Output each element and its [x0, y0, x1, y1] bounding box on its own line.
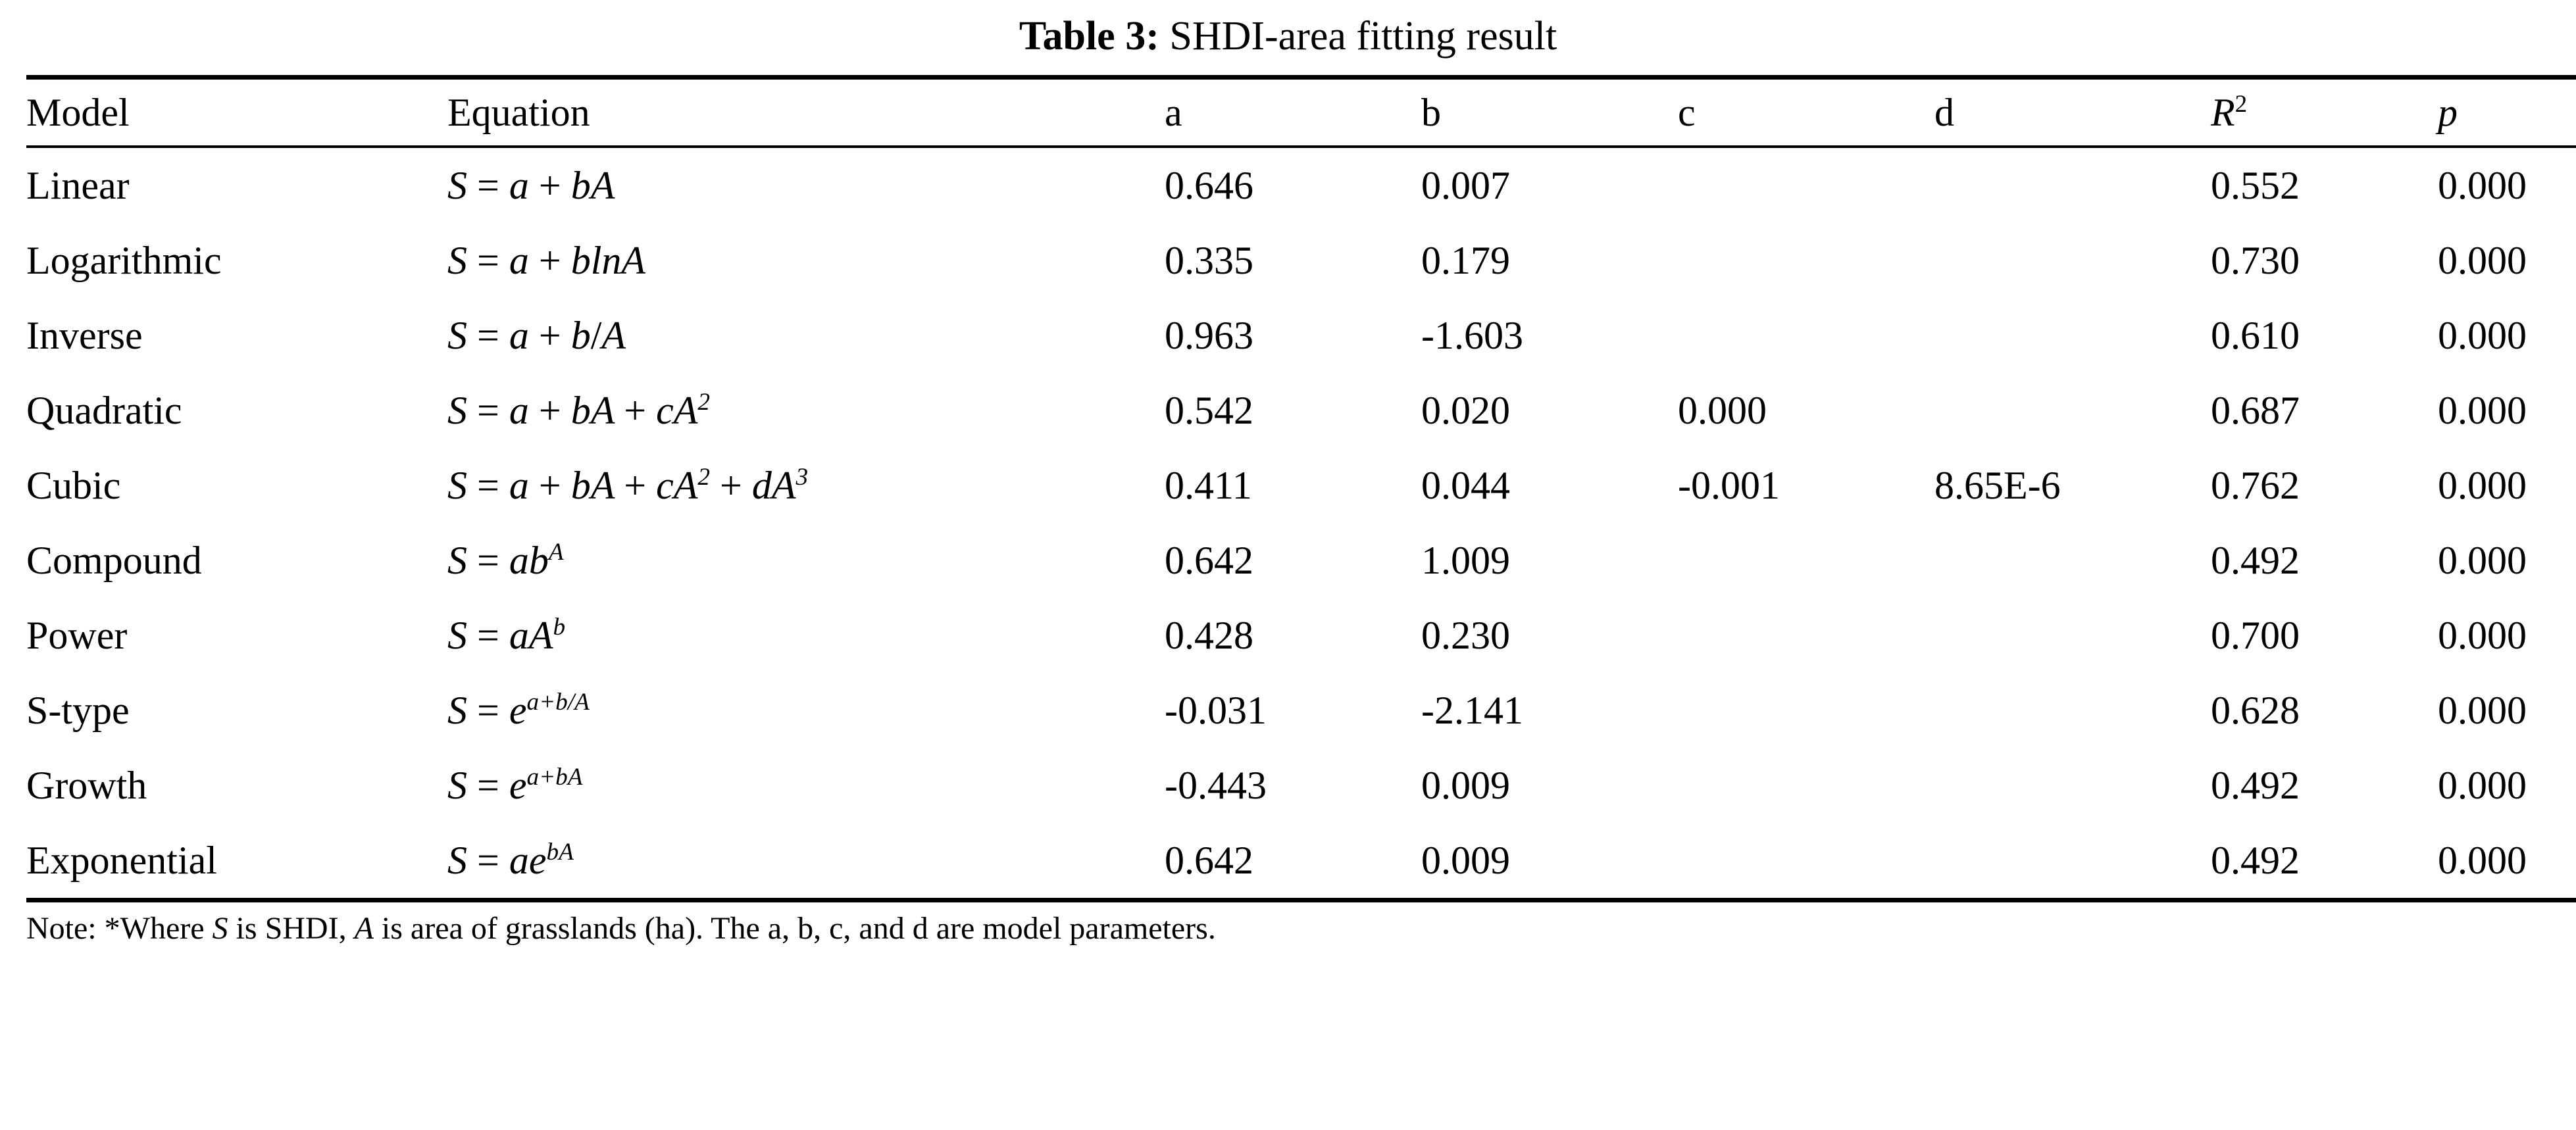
cell-d	[1934, 673, 2211, 748]
cell-model: Inverse	[26, 314, 143, 358]
cell-model: Quadratic	[26, 389, 182, 433]
cell-d	[1934, 373, 2211, 448]
cell-model: Exponential	[26, 823, 447, 900]
cell-equation: S = a + blnA	[447, 239, 646, 283]
caption-label: Table 3:	[1019, 14, 1159, 59]
cell-p: 0.000	[2438, 464, 2527, 508]
cell-model: Power	[26, 614, 128, 658]
cell-r2: 0.492	[2211, 823, 2438, 900]
cell-r2: 0.628	[2211, 689, 2300, 733]
table-caption	[26, 12, 2550, 61]
cell-d	[1934, 598, 2211, 673]
cell-c	[1678, 598, 1934, 673]
cell-d	[1934, 748, 2211, 823]
table-row	[26, 373, 2576, 448]
cell-c	[1678, 523, 1934, 598]
cell-d	[1934, 823, 2211, 900]
cell-equation: S = a + bA	[447, 147, 1165, 223]
note-symbol-s: S	[212, 911, 228, 946]
cell-equation: $S = ae^{bA}$	[447, 823, 1165, 900]
cell-b: -1.603	[1421, 314, 1523, 358]
cell-a: 0.963	[1165, 314, 1253, 358]
header-r-squared: $R^2$	[2211, 78, 2438, 147]
header-c: c	[1678, 78, 1934, 147]
cell-c	[1678, 748, 1934, 823]
cell-r2: 0.610	[2211, 314, 2300, 358]
cell-a: 0.542	[1165, 389, 1253, 433]
cell-p: 0.000	[2438, 764, 2527, 808]
table-row	[26, 298, 2576, 373]
table-row	[26, 147, 2576, 223]
table-header-row	[26, 78, 2576, 147]
cell-r2: 0.492	[2211, 539, 2300, 583]
note-prefix: Note: *Where	[26, 911, 213, 946]
cell-a: 0.642	[1165, 539, 1253, 583]
cell-c	[1678, 673, 1934, 748]
cell-d	[1934, 147, 2211, 223]
cell-model: Linear	[26, 147, 447, 223]
cell-r2: 0.552	[2211, 147, 2438, 223]
table-row	[26, 523, 2576, 598]
cell-d: 8.65E-6	[1934, 464, 2061, 508]
cell-a: 0.428	[1165, 614, 1253, 658]
note-mid-1: is SHDI,	[228, 911, 355, 946]
note-symbol-a: A	[354, 911, 374, 946]
cell-model: Cubic	[26, 464, 121, 508]
cell-p: 0.000	[2438, 314, 2527, 358]
cell-equation: $S = aA^b$	[447, 614, 566, 658]
cell-a: 0.642	[1165, 823, 1421, 900]
cell-equation: $S = e^{a+bA}$	[447, 764, 583, 808]
cell-a: 0.411	[1165, 464, 1252, 508]
table-note	[26, 902, 2550, 948]
cell-a: -0.031	[1165, 689, 1267, 733]
cell-b: 0.044	[1421, 464, 1510, 508]
fitting-result-table	[26, 75, 2576, 902]
cell-p: 0.000	[2438, 823, 2576, 900]
cell-r2: 0.700	[2211, 614, 2300, 658]
cell-b: 0.009	[1421, 764, 1510, 808]
cell-p: 0.000	[2438, 239, 2527, 283]
header-a: a	[1165, 78, 1421, 147]
cell-b: 0.020	[1421, 389, 1510, 433]
header-p: p	[2438, 78, 2576, 147]
cell-model: Compound	[26, 539, 202, 583]
cell-d	[1934, 223, 2211, 298]
cell-equation: S = a + b/A	[447, 314, 626, 358]
table-row	[26, 673, 2576, 748]
cell-a: -0.443	[1165, 764, 1267, 808]
cell-p: 0.000	[2438, 689, 2527, 733]
header-d: d	[1934, 78, 2211, 147]
cell-equation: S = a + bA + $cA^2$	[447, 389, 710, 433]
table-row	[26, 448, 2576, 523]
cell-d	[1934, 523, 2211, 598]
header-b: b	[1421, 78, 1678, 147]
cell-model: Logarithmic	[26, 239, 222, 283]
table-row	[26, 598, 2576, 673]
cell-r2: 0.687	[2211, 389, 2300, 433]
note-mid-2: is area of grasslands (ha). The a, b, c, and d are model parameters.	[373, 911, 1216, 946]
cell-p: 0.000	[2438, 614, 2527, 658]
cell-c: -0.001	[1678, 464, 1780, 508]
cell-c: 0.000	[1678, 389, 1767, 433]
cell-r2: 0.492	[2211, 764, 2300, 808]
cell-c	[1678, 823, 1934, 900]
cell-b: 0.007	[1421, 147, 1678, 223]
table-row	[26, 823, 2576, 900]
cell-p: 0.000	[2438, 539, 2527, 583]
cell-a: 0.335	[1165, 239, 1253, 283]
cell-r2: 0.762	[2211, 464, 2300, 508]
header-model: Model	[26, 78, 447, 147]
cell-equation: $S = ab^A$	[447, 539, 564, 583]
cell-c	[1678, 147, 1934, 223]
cell-equation: $S = e^{a+b/A}$	[447, 689, 590, 733]
cell-p: 0.000	[2438, 147, 2576, 223]
cell-b: 0.230	[1421, 614, 1510, 658]
cell-b: 0.179	[1421, 239, 1510, 283]
cell-c	[1678, 298, 1934, 373]
caption-text: SHDI-area fitting result	[1169, 14, 1557, 59]
cell-b: -2.141	[1421, 689, 1523, 733]
cell-p: 0.000	[2438, 389, 2527, 433]
cell-model: S-type	[26, 689, 130, 733]
cell-r2: 0.730	[2211, 239, 2300, 283]
cell-c	[1678, 223, 1934, 298]
cell-a: 0.646	[1165, 147, 1421, 223]
table-row	[26, 223, 2576, 298]
header-equation: Equation	[447, 78, 1165, 147]
cell-b: 1.009	[1421, 539, 1510, 583]
table-row	[26, 748, 2576, 823]
cell-d	[1934, 298, 2211, 373]
cell-model: Growth	[26, 764, 147, 808]
cell-equation: S = a + bA + $cA^2 + dA^3$	[447, 464, 809, 508]
cell-b: 0.009	[1421, 823, 1678, 900]
